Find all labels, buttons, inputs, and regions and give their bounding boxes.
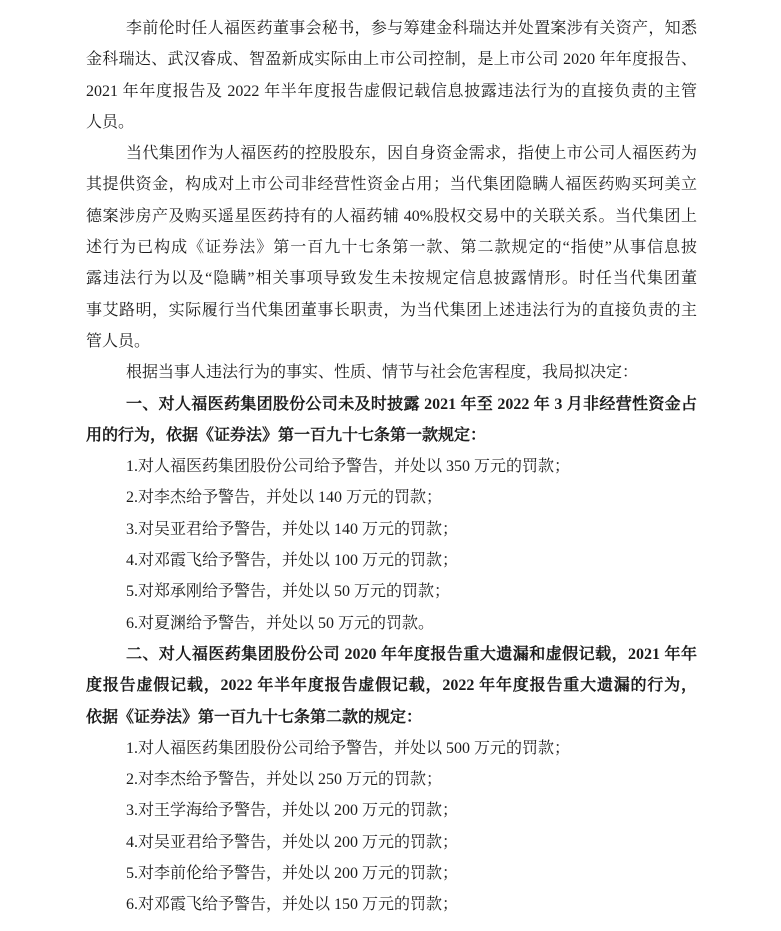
- paragraph-dangdai-group: [86, 138, 697, 357]
- penalty-item: 4.对邓霞飞给予警告，并处以 100 万元的罚款；: [126, 552, 459, 570]
- penalty-item: 3.对王学海给予警告，并处以 200 万元的罚款；: [126, 802, 459, 820]
- text-line: 金科瑞达、武汉睿成、智盈新成实际由上市公司控制，是上市公司 2020 年年度报告、: [86, 51, 697, 69]
- penalty-item: 4.对吴亚君给予警告，并处以 200 万元的罚款；: [126, 833, 459, 851]
- paragraph-li-qianlun: [86, 13, 697, 138]
- text-line: 德案涉房产及购买遥星医药持有的人福药辅 40%股权交易中的关联关系。当代集团上: [86, 207, 697, 225]
- text-line: 当代集团作为人福医药的控股股东，因自身资金需求，指使上市公司人福医药为: [126, 145, 697, 163]
- penalty-item: 2.对李杰给予警告，并处以 140 万元的罚款；: [126, 489, 443, 507]
- text-line: 述行为已构成《证券法》第一百九十七条第一款、第二款规定的“指使”从事信息披: [86, 239, 697, 257]
- section-two-heading-line: 二、对人福医药集团股份公司 2020 年年度报告重大遗漏和虚假记载，2021 年年: [126, 645, 697, 663]
- penalty-item: 3.对吴亚君给予警告，并处以 140 万元的罚款；: [126, 520, 459, 538]
- text-line: 其提供资金，构成对上市公司非经营性资金占用；当代集团隐瞒人福医药购买珂美立: [86, 176, 697, 194]
- penalty-item: 6.对夏渊给予警告，并处以 50 万元的罚款。: [126, 614, 435, 632]
- section-two-heading-line: 度报告虚假记载，2022 年半年度报告虚假记载，2022 年年度报告重大遗漏的行为，: [86, 677, 697, 695]
- section-one-heading-line: 一、对人福医药集团股份公司未及时披露 2021 年至 2022 年 3 月非经营性资金占: [126, 395, 697, 413]
- text-line: 根据当事人违法行为的事实、性质、情节与社会危害程度，我局拟决定：: [126, 364, 639, 382]
- section-two: [86, 639, 697, 921]
- text-line: 事艾路明，实际履行当代集团董事长职责，为当代集团上述违法行为的直接负责的主: [86, 301, 697, 319]
- penalty-item: 6.对邓霞飞给予警告，并处以 150 万元的罚款；: [126, 896, 459, 914]
- penalty-item: 1.对人福医药集团股份公司给予警告，并处以 500 万元的罚款；: [126, 739, 571, 757]
- text-line: 管人员。: [86, 332, 151, 350]
- penalty-item: 5.对李前伦给予警告，并处以 200 万元的罚款；: [126, 865, 459, 883]
- text-line: 李前伦时任人福医药董事会秘书，参与筹建金科瑞达并处置案涉有关资产，知悉: [126, 20, 697, 37]
- paragraph-decision-intro: [86, 357, 697, 388]
- text-line: 露违法行为以及“隐瞒”相关事项导致发生未按规定信息披露情形。时任当代集团董: [86, 270, 697, 288]
- text-line: 2021 年年度报告及 2022 年半年度报告虚假记载信息披露违法行为的直接负责的主管: [86, 82, 697, 100]
- section-one: [86, 389, 697, 639]
- penalty-item: 2.对李杰给予警告，并处以 250 万元的罚款；: [126, 771, 443, 789]
- section-two-heading-line: 依据《证券法》第一百九十七条第二款的规定：: [86, 708, 423, 726]
- text-line: 人员。: [86, 113, 135, 131]
- penalty-item: 5.对郑承刚给予警告，并处以 50 万元的罚款；: [126, 583, 451, 601]
- penalty-item: 1.对人福医药集团股份公司给予警告，并处以 350 万元的罚款；: [126, 458, 571, 476]
- section-one-heading-line: 用的行为，依据《证券法》第一百九十七条第一款规定：: [86, 426, 487, 444]
